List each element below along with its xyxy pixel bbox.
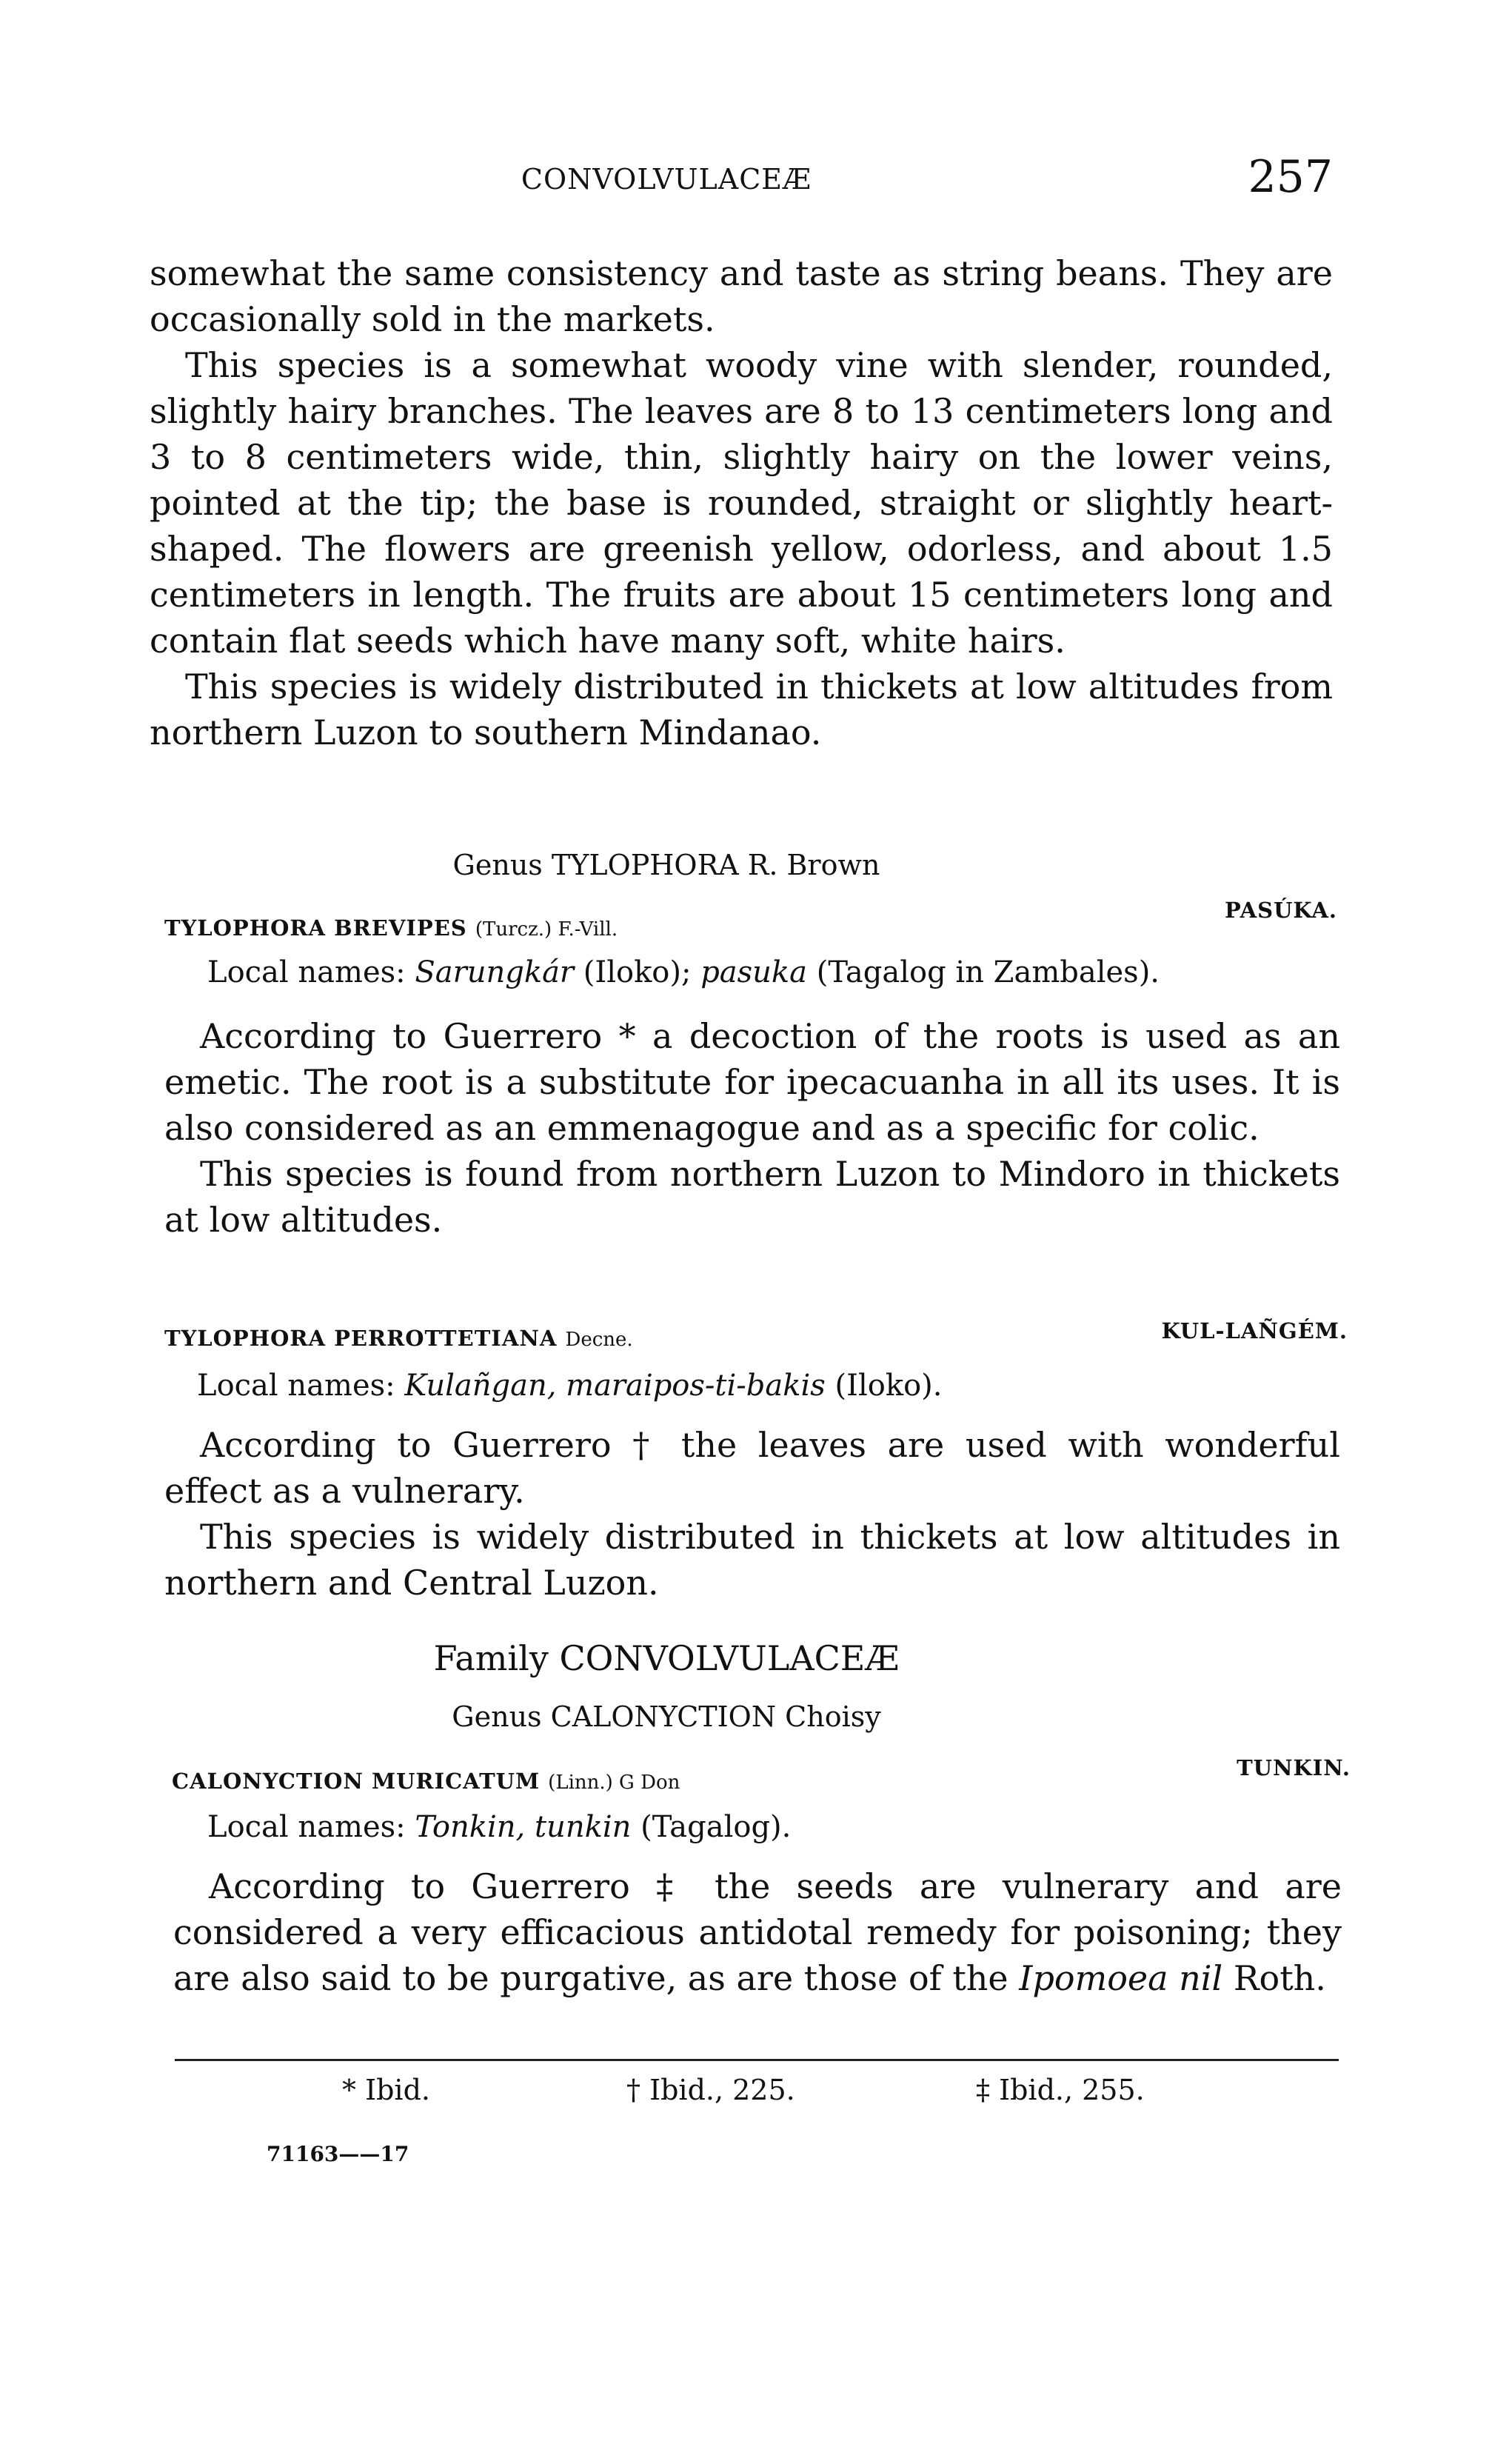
paragraph: This species is widely distributed in thickets at low altitudes from northern Luzon to southern Mindanao. [150, 667, 1333, 752]
common-name-kul-langem: KUL-LAÑGÉM. [1161, 1318, 1348, 1343]
local-language: (Iloko). [834, 1369, 943, 1403]
paragraph: somewhat the same consistency and taste as string beans. They are occasionally sold in the markets. [150, 253, 1333, 339]
page-number: 257 [1248, 151, 1333, 203]
running-title: CONVOLVULACEÆ [521, 163, 812, 196]
local-names-label: Local names: [197, 1369, 395, 1403]
genus-name: TYLOPHORA [551, 849, 739, 881]
local-name: Kulañgan, maraipos-ti-bakis [404, 1369, 826, 1403]
paragraph: This species is a somewhat woody vine with slender, rounded, slightly hairy branches. The leaves are 8 to 13 centimeters long and 3 to 8 centimeters wide, thin, slightly hairy on the lower veins, pointed at the tip; the base is rounded, straight or slightly heart-shaped. The flowers are greenish yellow, odorless, and about 1.5 centimeters in length. The fruits are about 15 centimeters long and contain flat seeds which have many soft, white hairs. [150, 345, 1333, 661]
local-name: Tonkin, tunkin [415, 1810, 632, 1844]
species-authority: Decne. [565, 1329, 633, 1351]
family-name: CONVOLVULACEÆ [559, 1638, 900, 1678]
local-names-label: Local names: [207, 1810, 406, 1844]
paragraph-text: According to Guerrero ‡ the seeds are vulnerary and are considered a very efficacious antidotal remedy for poisoning; they are also said to be purgative, as are those of the [173, 1866, 1342, 1998]
footnote-3: ‡ Ibid., 255. [976, 2074, 1145, 2106]
paragraph [173, 1863, 1342, 2001]
genus-author: Choisy [785, 1700, 881, 1733]
genus-name: CALONYCTION [550, 1700, 777, 1733]
printer-signature: 71163——17 [267, 2142, 409, 2166]
calonyction-muricatum-text [173, 1863, 1342, 2001]
local-names-calonyction-muricatum [207, 1810, 791, 1844]
local-name: pasuka [700, 955, 808, 989]
species-binomial: CALONYCTION MURICATUM [172, 1769, 541, 1794]
family-heading [0, 1638, 1333, 1678]
genus-prefix: Genus [452, 1700, 542, 1733]
species-name-tylophora-brevipes [164, 915, 618, 941]
local-language: (Tagalog). [640, 1810, 792, 1844]
local-name: Sarungkár [415, 955, 575, 989]
local-language: (Iloko); [583, 955, 692, 989]
genus-author: R. Brown [747, 849, 880, 881]
tylophora-perrottetiana-text [164, 1422, 1340, 1606]
family-prefix: Family [433, 1638, 549, 1678]
footnote-rule [175, 2059, 1339, 2061]
common-name-tunkin: TUNKIN. [1237, 1755, 1351, 1780]
paragraph: According to Guerrero † the leaves are used with wonderful effect as a vulnerary. [164, 1425, 1340, 1511]
species-authority: (Turcz.) F.-Vill. [475, 918, 618, 941]
tylophora-brevipes-text [164, 1013, 1340, 1243]
species-name-calonyction-muricatum [172, 1769, 680, 1794]
italic-species-name: Ipomoea nil [1019, 1958, 1223, 1998]
paragraph-end: Roth. [1233, 1958, 1326, 1998]
genus-prefix: Genus [452, 849, 543, 881]
continuation-section [150, 250, 1333, 755]
genus-heading-calonyction [0, 1700, 1333, 1733]
footnote-2: † Ibid., 225. [626, 2074, 795, 2106]
species-binomial: TYLOPHORA PERROTTETIANA [164, 1326, 558, 1351]
paragraph: According to Guerrero * a decoction of the roots is used as an emetic. The root is a substitute for ipecacuanha in all its uses. It is also considered as an emmenagogue and as a specific for colic. [164, 1016, 1340, 1148]
paragraph: This species is widely distributed in thickets at low altitudes in northern and Central Luzon. [164, 1517, 1340, 1603]
common-name-pasuka: PASÚKA. [1224, 898, 1337, 923]
species-binomial: TYLOPHORA BREVIPES [164, 915, 467, 941]
species-name-tylophora-perrottetiana [164, 1326, 633, 1351]
species-authority: (Linn.) G Don [548, 1772, 680, 1794]
local-language: (Tagalog in Zambales). [816, 955, 1160, 989]
genus-heading-tylophora [0, 849, 1333, 881]
footnote-1: * Ibid. [342, 2074, 430, 2106]
local-names-tylophora-perrottetiana [197, 1369, 942, 1403]
local-names-tylophora-brevipes [207, 955, 1160, 989]
paragraph: This species is found from northern Luzon to Mindoro in thickets at low altitudes. [164, 1154, 1340, 1240]
local-names-label: Local names: [207, 955, 406, 989]
